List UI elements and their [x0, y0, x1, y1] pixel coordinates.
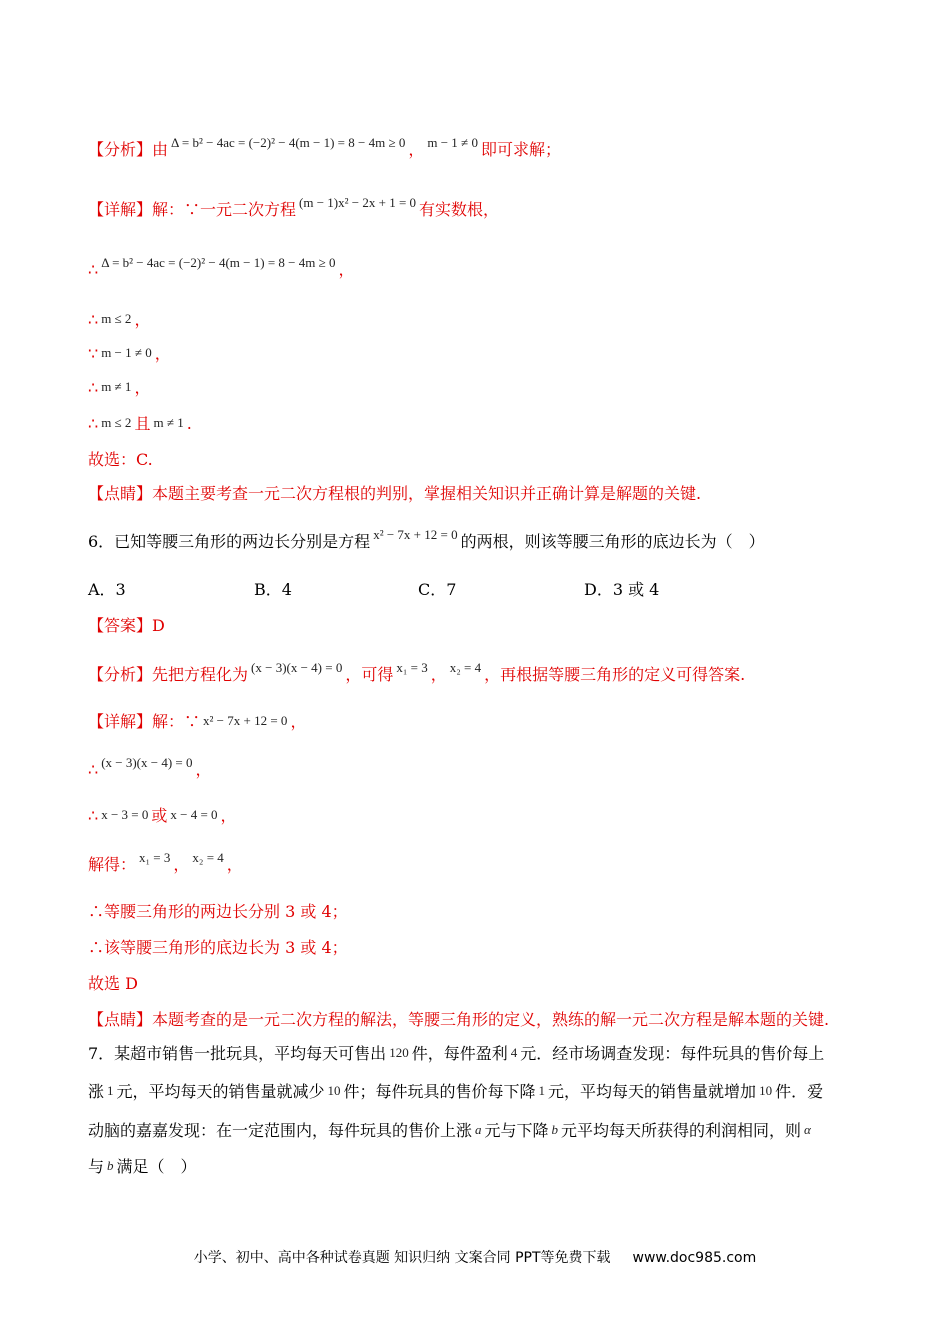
- formula: x² − 7x + 12 = 0: [203, 713, 288, 728]
- q6-option-b: B．4: [254, 580, 292, 599]
- formula: m ≤ 2: [101, 415, 132, 430]
- q6-analysis: 【分析】先把方程化为 $^{(x - 3)(x - 4) = 0}$ ，可得 $^{x_1 = 3}$ ， $^{x_2 = 4}$ ，再根据等腰三角形的定义可得答案.: [88, 660, 746, 684]
- formula: x − 4 = 0: [170, 807, 218, 822]
- formula: m − 1 ≠ 0: [427, 135, 478, 150]
- formula: (x − 3)(x − 4) = 0: [251, 660, 343, 675]
- q6-comment: 【点睛】本题考查的是一元二次方程的解法，等腰三角形的定义，熟练的解一元二次方程是解本题的关键.: [88, 1010, 830, 1029]
- formula: x₂ = 4: [449, 660, 482, 675]
- formula: x₁ = 3: [396, 660, 428, 675]
- formula: x₂ = 4: [192, 850, 224, 865]
- formula: x − 3 = 0: [101, 807, 149, 822]
- q6-step-3: 解得： $^{x_1 = 3}$ ， $^{x_2 = 4}$ ，: [88, 850, 243, 874]
- q6-choice: 故选 D: [88, 974, 138, 993]
- q5-step-5: ∴ m ≤ 2 且 m ≠ 1 .: [88, 414, 192, 433]
- q5-comment: 【点睛】本题主要考查一元二次方程根的判别，掌握相关知识并正确计算是解题的关键.: [88, 484, 702, 503]
- q5-analysis: 【分析】由 $^{\Delta = b^2 - 4ac = (-2)^2 - 4(m - 1) = 8 - 4m \ge 0}$ ， $^{m - 1 \ne 0}$ 即可求解；: [88, 135, 561, 159]
- q5-step-3: ∵ m − 1 ≠ 0 ，: [88, 344, 171, 363]
- q5-choice: 故选：C.: [88, 450, 153, 469]
- footer-text: 小学、初中、高中各种试卷真题 知识归纳 文案合同 PPT等免费下载: [193, 1250, 611, 1266]
- footer-url[interactable]: www.doc985.com: [632, 1250, 757, 1266]
- formula: x₁ = 3: [139, 850, 171, 865]
- q6-step-1: ∴ $^{(x - 3)(x - 4) = 0}$ ，: [88, 755, 212, 779]
- q7-line-4: 与 b 满足（ ）: [88, 1157, 197, 1176]
- q6-step-4: ∴等腰三角形的两边长分别 3 或 4；: [88, 902, 348, 921]
- q6-option-c: C．7: [418, 580, 457, 599]
- q6-option-a: A．3: [88, 580, 126, 599]
- q7-line-1: 7．某超市销售一批玩具，平均每天可售出 120 件，每件盈利 4 元．经市场调查发现：每件玩具的售价每上: [88, 1044, 825, 1063]
- q5-step-4: ∴ m ≠ 1 ，: [88, 378, 151, 397]
- q7-line-2: 涨 1 元，平均每天的销售量就减少 10 件；每件玩具的售价每下降 1 元，平均每天的销售量就增加 10 件．爱: [88, 1082, 824, 1101]
- formula: x² − 7x + 12 = 0: [373, 527, 458, 542]
- page-footer: [0, 1247, 950, 1267]
- formula: m ≤ 2: [101, 311, 132, 326]
- q6-detail: 【详解】解：∵ x² − 7x + 12 = 0 ，: [88, 712, 307, 731]
- formula: m ≠ 1: [101, 379, 132, 394]
- formula: m ≠ 1: [153, 415, 184, 430]
- q6-stem: 6．已知等腰三角形的两边长分别是方程 $^{x^2 - 7x + 12 = 0}$ 的两根，则该等腰三角形的底边长为（ ）: [88, 527, 765, 551]
- q5-step-1: ∴ $^{\Delta = b^2 - 4ac = (-2)^2 - 4(m - 1) = 8 - 4m \ge 0}$ ，: [88, 255, 355, 279]
- q6-option-d: D．3 或 4: [584, 580, 660, 599]
- q6-step-2: ∴ x − 3 = 0 或 x − 4 = 0 ，: [88, 806, 237, 825]
- formula: (m − 1)x² − 2x + 1 = 0: [299, 195, 417, 210]
- q6-answer: 【答案】D: [88, 616, 165, 635]
- formula: Δ = b² − 4ac = (−2)² − 4(m − 1) = 8 − 4m ≥ 0: [171, 135, 406, 150]
- formula: m − 1 ≠ 0: [101, 345, 152, 360]
- formula: (x − 3)(x − 4) = 0: [101, 755, 193, 770]
- q6-step-5: ∴该等腰三角形的底边长为 3 或 4；: [88, 938, 348, 957]
- q5-step-2: ∴ m ≤ 2 ，: [88, 310, 151, 329]
- q5-detail: 【详解】解：∵一元二次方程 $^{(m - 1)x^2 - 2x + 1 = 0}$ 有实数根，: [88, 195, 500, 219]
- formula: Δ = b² − 4ac = (−2)² − 4(m − 1) = 8 − 4m ≥ 0: [101, 255, 336, 270]
- q7-line-3: 动脑的嘉嘉发现：在一定范围内，每件玩具的售价上涨 a 元与下降 b 元平均每天所获得的利润相同，则 α: [88, 1121, 811, 1140]
